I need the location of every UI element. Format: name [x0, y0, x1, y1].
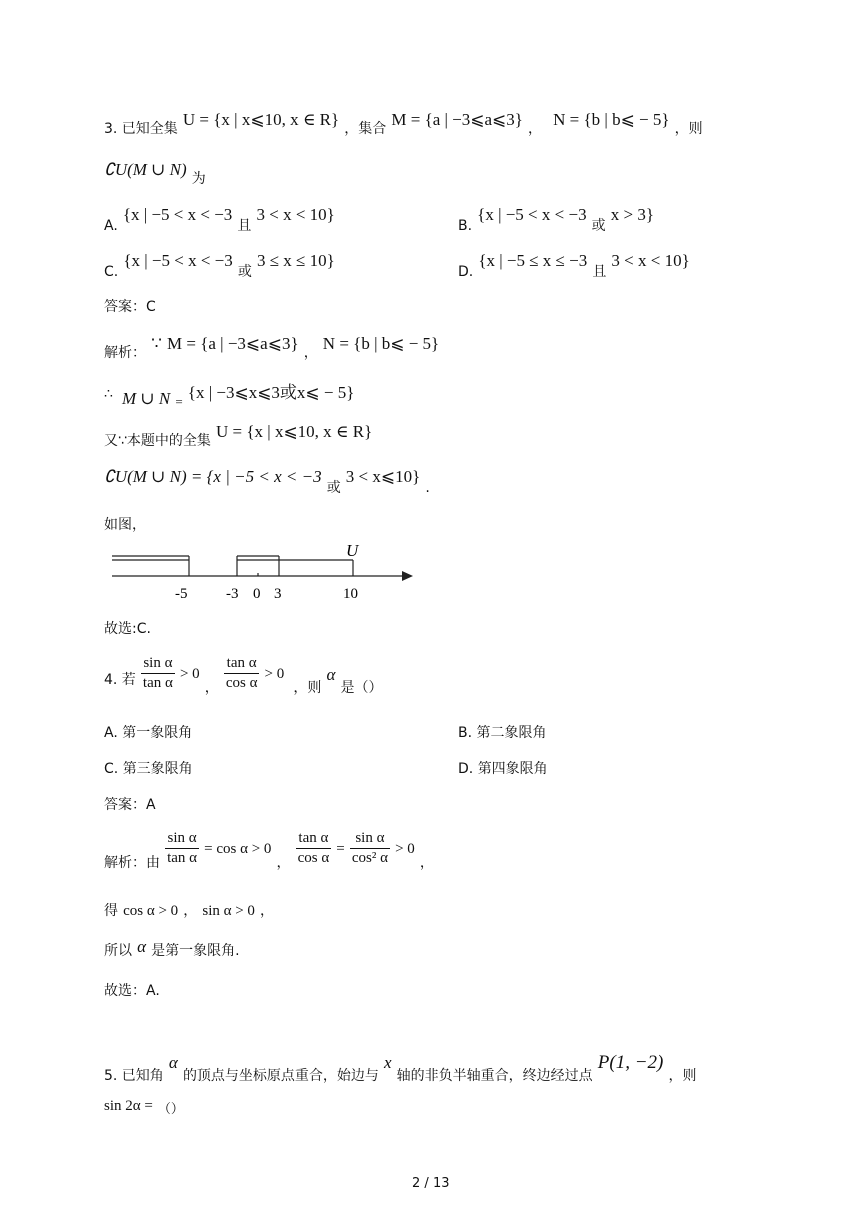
q3-sep1: ，集合 — [344, 121, 387, 137]
option-label: B. — [458, 218, 473, 234]
q5-paren: （） — [157, 1102, 184, 1117]
q5-mid2: 轴的非负半轴重合，终边经过点 — [396, 1068, 593, 1084]
equals: = — [336, 841, 345, 857]
q3-answer: 答案：C — [104, 299, 156, 315]
option-conj: 或 — [591, 218, 606, 234]
sin2alpha: sin 2α = — [104, 1098, 153, 1114]
analysis-set-M: M = {a | −3⩽a⩽3} — [167, 334, 299, 353]
union-value: {x | −3⩽x⩽3或x⩽ − 5} — [187, 383, 355, 402]
total-pages: 13 — [432, 1176, 450, 1191]
gt-zero: > 0 — [179, 666, 200, 682]
fraction-denominator: cos² α — [351, 850, 388, 866]
q3-complement: ∁U(M ∪ N) — [104, 160, 187, 179]
complement-tail: 3 < x⩽10} — [345, 467, 421, 486]
q3-analysis-line1: 解析： ∵ M = {a | −3⩽a⩽3} ， N = {b | b⩽ − 5} — [104, 334, 440, 361]
option-math2: 3 < x < 10} — [256, 205, 335, 224]
label-U: U — [346, 541, 359, 560]
option-text: 第一象限角 — [122, 725, 193, 741]
q3-stem-line2 — [104, 160, 206, 187]
option-conj: 且 — [592, 264, 607, 280]
q3-prefix: 3. 已知全集 — [104, 121, 178, 137]
q3-analysis-line2 — [104, 378, 355, 409]
option-label: B. — [458, 725, 473, 741]
q4-answer: 答案：A — [104, 797, 156, 813]
q3-set-U: U = {x | x⩽10, x ∈ R} — [182, 110, 340, 129]
page-separator: / — [424, 1176, 429, 1191]
q4-e3-fraction — [350, 830, 390, 867]
option-label: D. — [458, 264, 474, 280]
because-symbol: ∵ — [151, 334, 162, 353]
option-conj: 且 — [237, 218, 252, 234]
page-number — [412, 1176, 450, 1191]
tick-label: 0 — [253, 586, 261, 602]
q5-mid1: 的顶点与坐标原点重合，始边与 — [182, 1068, 379, 1084]
q4-option-b — [458, 722, 547, 742]
option-math2: 3 < x < 10} — [611, 251, 690, 270]
fraction-denominator: tan α — [142, 675, 173, 691]
option-math: {x | −5 < x < −3 — [477, 205, 587, 224]
q4-analysis-line2: 得 cos α > 0 ， sin α > 0 ， — [104, 903, 275, 919]
analysis-set-N: N = {b | b⩽ − 5} — [322, 334, 440, 353]
tick-label: -5 — [175, 586, 188, 602]
q4-choose: 故选：A. — [104, 983, 160, 999]
tick-label: 10 — [343, 586, 358, 602]
q3-set-M: M = {a | −3⩽a⩽3} — [391, 110, 523, 129]
q3-option-c — [104, 251, 335, 280]
q5-tail: ，则 — [668, 1068, 697, 1084]
fraction-denominator: tan α — [167, 850, 198, 866]
option-text: 第二象限角 — [476, 725, 547, 741]
union-expr: M ∪ N — [122, 389, 171, 408]
fraction-denominator: cos α — [225, 675, 258, 691]
q3-option-a — [104, 205, 335, 234]
so-tail: 是第一象限角. — [151, 943, 240, 959]
q4-analysis-line3 — [104, 937, 240, 960]
q3-choose: 故选:C. — [104, 621, 151, 637]
sin-positive: sin α > 0 — [202, 903, 255, 919]
q4-option-a — [104, 722, 192, 742]
option-conj: 或 — [237, 264, 252, 280]
q4-analysis-line1: 解析：由 $\frac{\text{sin α}}{\text{tan α}}$ = cos α > 0 ， $\frac{\text{tan α}}{\text{cos α}}$ = $\frac{\text{sin α}}{\text{cos² α}}$ > 0 ， — [104, 830, 434, 871]
q3-wei: 为 — [191, 171, 206, 187]
q4-e2-fraction — [296, 830, 332, 867]
q5-prefix: 5. 已知角 — [104, 1068, 164, 1084]
q3-option-b — [458, 205, 655, 234]
option-label: A. — [104, 725, 118, 741]
alpha-symbol: α — [326, 665, 336, 684]
alpha-symbol: α — [168, 1053, 178, 1072]
q3-option-d — [458, 251, 690, 280]
q4-prefix: 4. 若 — [104, 672, 136, 688]
option-label: C. — [104, 264, 119, 280]
option-math: {x | −5 < x < −3 — [122, 205, 233, 224]
option-text: 第三象限角 — [122, 761, 193, 777]
number-line-figure — [108, 540, 418, 608]
option-label: C. — [104, 761, 119, 777]
so-prefix: 所以 — [104, 943, 132, 959]
q5-stem — [104, 1052, 697, 1084]
gt-zero: > 0 — [264, 666, 285, 682]
q4-option-d — [458, 758, 548, 778]
option-math2: x > 3} — [610, 205, 655, 224]
e1-rhs: = cos α > 0 — [204, 841, 272, 857]
as-figure: 如图， — [104, 517, 146, 533]
q3-sep2: ， — [528, 121, 543, 137]
q3-stem-line — [104, 110, 703, 138]
q4-option-c — [104, 758, 193, 778]
complement-or: 或 — [326, 480, 341, 496]
option-label: D. — [458, 761, 474, 777]
tick-label: -3 — [226, 586, 239, 602]
q4-fraction-2 — [224, 655, 260, 692]
q5-stem-line2 — [104, 1095, 184, 1115]
option-math: {x | −5 < x < −3 — [123, 251, 233, 270]
x-symbol: x — [384, 1053, 392, 1072]
analysis-prefix: 解析：由 — [104, 855, 160, 871]
tick-label: 3 — [274, 586, 282, 602]
current-page: 2 — [412, 1176, 421, 1191]
cos-positive: cos α > 0 — [123, 903, 179, 919]
complement-result: ∁U(M ∪ N) = {x | −5 < x < −3 — [104, 467, 322, 486]
q3-analysis-line3 — [104, 422, 373, 449]
union-eq: = — [175, 394, 183, 409]
therefore-symbol: ∴ — [104, 387, 113, 402]
e3-rhs: > 0 — [395, 841, 415, 857]
period: . — [425, 480, 430, 496]
q3-tail: ，则 — [674, 121, 703, 137]
option-math2: 3 ≤ x ≤ 10} — [256, 251, 335, 270]
analysis-label: 解析： — [104, 345, 146, 361]
q4-stem: 4. 若 $\frac{\text{sin α}}{\text{tan α}}$ > 0 ， $\frac{\text{tan α}}{\text{cos α}}$ > 0 ，则 α 是（） — [104, 655, 383, 696]
alpha-symbol: α — [137, 937, 147, 956]
also-text: 又∵本题中的全集 — [104, 433, 211, 449]
fraction-denominator: cos α — [297, 850, 330, 866]
get-prefix: 得 — [104, 903, 118, 919]
option-math: {x | −5 ≤ x ≤ −3 — [478, 251, 588, 270]
q3-analysis-line4 — [104, 467, 430, 496]
point-P: P(1, −2) — [597, 1052, 664, 1073]
analysis-set-U: U = {x | x⩽10, x ∈ R} — [216, 422, 373, 441]
q4-e1-fraction — [165, 830, 199, 867]
q4-tail2: 是（） — [340, 680, 383, 696]
fraction-numerator: sin α — [165, 830, 199, 849]
option-text: 第四象限角 — [477, 761, 548, 777]
fraction-numerator: sin α — [350, 830, 390, 849]
q3-set-N: N = {b | b⩽ − 5} — [553, 110, 670, 129]
q4-tail: ，则 — [293, 680, 322, 696]
fraction-numerator: tan α — [296, 830, 332, 849]
q4-fraction-1 — [141, 655, 175, 692]
fraction-numerator: sin α — [141, 655, 175, 674]
arrow-icon — [402, 571, 413, 581]
fraction-numerator: tan α — [224, 655, 260, 674]
option-label: A. — [104, 218, 118, 234]
